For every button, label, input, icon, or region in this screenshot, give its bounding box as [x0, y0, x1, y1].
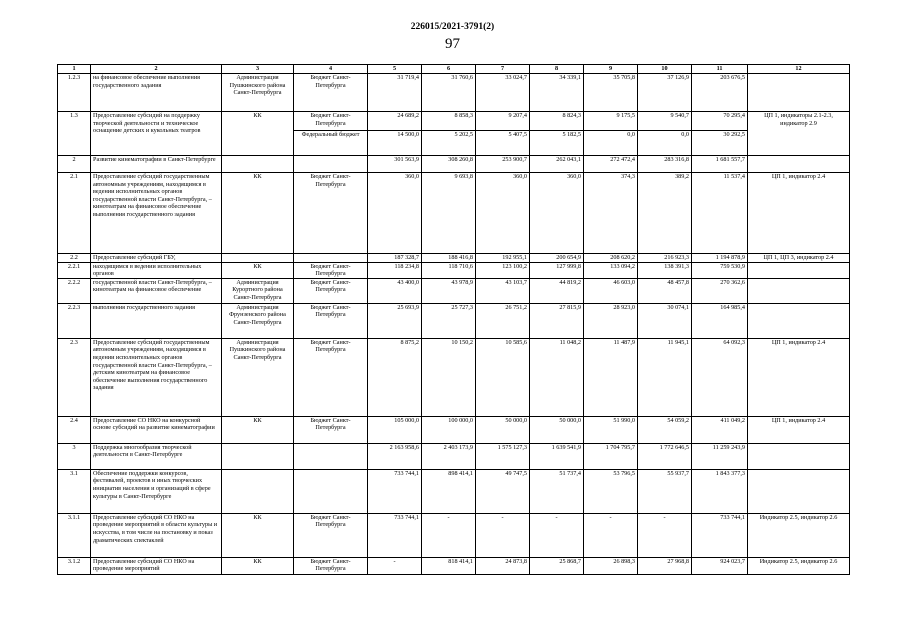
value-col10: 283 316,8 — [638, 156, 692, 173]
item-name: Предоставление субсидий государственным автономным учреждениям, находящимся в ведении исполнительных органов государственной власти Санкт-Петербурга, – детским кинотеатрам на финансовое обеспечение выполнения государственного задания — [91, 338, 222, 416]
value-col9: 28 923,0 — [584, 303, 638, 338]
table-row — [58, 443, 850, 469]
item-number: 2.2.1 — [58, 262, 91, 278]
table-row — [58, 513, 850, 557]
indicator: ЦП 1, индикатор 2.4 — [748, 338, 850, 416]
funding-source: Бюджет Санкт-Петербурга — [294, 303, 368, 338]
item-number: 3.1.2 — [58, 557, 91, 574]
value-col6: - — [422, 513, 476, 557]
value-col5: 187 328,7 — [368, 254, 422, 263]
funding-source: Бюджет Санкт-Петербурга — [294, 278, 368, 303]
value-col7: 1 575 127,3 — [476, 443, 530, 469]
value-total: 924 023,7 — [692, 557, 748, 574]
value-total: 733 744,1 — [692, 513, 748, 557]
value-col8: 25 868,7 — [530, 557, 584, 574]
value-col10: 389,2 — [638, 173, 692, 254]
item-name: Предоставление СО НКО на конкурсной основе субсидий на развитие кинематографии — [91, 416, 222, 443]
value-col9: 35 705,8 — [584, 74, 638, 112]
funding-source: Бюджет Санкт-Петербурга — [294, 416, 368, 443]
indicator — [748, 303, 850, 338]
value-total: 411 049,2 — [692, 416, 748, 443]
value-col7: 43 103,7 — [476, 278, 530, 303]
value-col8: 8 824,3 — [530, 112, 584, 131]
item-executor: Администрация Фрунзенского района Санкт-Петербурга — [222, 303, 294, 338]
value-col5: 733 744,1 — [368, 513, 422, 557]
item-executor: Администрация Пушкинского района Санкт-Петербурга — [222, 338, 294, 416]
value-col10: 37 126,9 — [638, 74, 692, 112]
value-col6: 43 978,9 — [422, 278, 476, 303]
funding-source: Бюджет Санкт-Петербурга — [294, 513, 368, 557]
column-number-row — [58, 65, 850, 74]
value-col9: 53 796,5 — [584, 469, 638, 513]
item-name: находящимся в ведении исполнительных органов — [91, 262, 222, 278]
value-col9: 51 990,0 — [584, 416, 638, 443]
indicator: ЦП 1, индикатор 2.4 — [748, 416, 850, 443]
column-number: 4 — [294, 65, 368, 74]
value-col6: 25 727,3 — [422, 303, 476, 338]
value-col6: 2 403 173,9 — [422, 443, 476, 469]
value-total: 30 292,5 — [692, 131, 748, 156]
value-col7: 10 585,6 — [476, 338, 530, 416]
item-executor: КК — [222, 513, 294, 557]
item-number: 2.3 — [58, 338, 91, 416]
item-number: 1.2.3 — [58, 74, 91, 112]
column-number: 12 — [748, 65, 850, 74]
item-name: выполнения государственного задания — [91, 303, 222, 338]
funding-source — [294, 254, 368, 263]
value-col7: 192 955,1 — [476, 254, 530, 263]
indicator — [748, 262, 850, 278]
item-name: Предоставление субсидий государственным автономным учреждениям, находящимся в ведении исполнительных органов государственной власти Санкт-Петербурга, – кинотеатрам на финансовое обеспечение выполнения государственного задания — [91, 173, 222, 254]
item-executor: КК — [222, 173, 294, 254]
item-number: 2.2.2 — [58, 278, 91, 303]
page-number: 97 — [445, 36, 460, 52]
item-name: Развитие кинематографии в Санкт-Петербурге — [91, 156, 222, 173]
value-col6: 118 710,6 — [422, 262, 476, 278]
item-executor — [222, 443, 294, 469]
indicator — [748, 74, 850, 112]
value-col9: 374,3 — [584, 173, 638, 254]
item-name: на финансовое обеспечение выполнения государственного задания — [91, 74, 222, 112]
indicator: Индикатор 2.5, индикатор 2.6 — [748, 513, 850, 557]
column-number: 2 — [91, 65, 222, 74]
value-col9: 272 472,4 — [584, 156, 638, 173]
value-col8: 11 048,2 — [530, 338, 584, 416]
value-col9: 1 704 795,7 — [584, 443, 638, 469]
value-col10: 216 923,3 — [638, 254, 692, 263]
item-number: 2.4 — [58, 416, 91, 443]
value-col7: 26 751,2 — [476, 303, 530, 338]
value-col7: - — [476, 513, 530, 557]
item-executor: КК — [222, 557, 294, 574]
value-col5: 31 719,4 — [368, 74, 422, 112]
table-row — [58, 254, 850, 263]
item-name: Обеспечение поддержки конкурсов, фестивалей, проектов и иных творческих инициатив населения и организаций в сфере культуры в Санкт-Петербурге — [91, 469, 222, 513]
value-col6: 188 416,8 — [422, 254, 476, 263]
value-total: 11 259 243,9 — [692, 443, 748, 469]
indicator: ЦП 1, индикатор 2.4 — [748, 173, 850, 254]
funding-source — [294, 469, 368, 513]
value-col9: 208 620,2 — [584, 254, 638, 263]
item-number: 3.1 — [58, 469, 91, 513]
value-col10: 27 968,8 — [638, 557, 692, 574]
item-executor: КК — [222, 262, 294, 278]
column-number: 7 — [476, 65, 530, 74]
value-col8: 44 819,2 — [530, 278, 584, 303]
column-number: 6 — [422, 65, 476, 74]
value-col10: - — [638, 513, 692, 557]
item-executor — [222, 254, 294, 263]
indicator — [748, 469, 850, 513]
value-col9: 9 175,5 — [584, 112, 638, 131]
value-col5: 25 693,9 — [368, 303, 422, 338]
value-col9: 133 094,2 — [584, 262, 638, 278]
value-col10: 9 540,7 — [638, 112, 692, 131]
value-col10: 1 772 646,5 — [638, 443, 692, 469]
value-col6: 818 414,1 — [422, 557, 476, 574]
value-col9: 11 487,9 — [584, 338, 638, 416]
value-col8: 262 043,1 — [530, 156, 584, 173]
item-name: государственной власти Санкт-Петербурга, – кинотеатрам на финансовое обеспечение — [91, 278, 222, 303]
value-col7: 49 747,5 — [476, 469, 530, 513]
value-col7: 123 100,2 — [476, 262, 530, 278]
value-col5: 360,0 — [368, 173, 422, 254]
value-col7: 50 000,0 — [476, 416, 530, 443]
item-name: Поддержка многообразия творческой деятельности в Санкт-Петербурге — [91, 443, 222, 469]
value-total: 11 537,4 — [692, 173, 748, 254]
table-row — [58, 173, 850, 254]
value-col5: 14 500,0 — [368, 131, 422, 156]
value-col8: 34 339,1 — [530, 74, 584, 112]
value-col7: 33 024,7 — [476, 74, 530, 112]
value-col6: 898 414,1 — [422, 469, 476, 513]
value-col7: 9 207,4 — [476, 112, 530, 131]
table-row — [58, 74, 850, 112]
value-col8: 200 654,9 — [530, 254, 584, 263]
value-col8: 27 815,9 — [530, 303, 584, 338]
value-col10: 48 457,8 — [638, 278, 692, 303]
value-col7: 360,0 — [476, 173, 530, 254]
value-col9: - — [584, 513, 638, 557]
value-col10: 30 074,1 — [638, 303, 692, 338]
item-executor: Администрация Курортного района Санкт-Петербурга — [222, 278, 294, 303]
column-number: 9 — [584, 65, 638, 74]
item-number: 2.2.3 — [58, 303, 91, 338]
table-row — [58, 557, 850, 574]
value-col10: 55 937,7 — [638, 469, 692, 513]
table-row — [58, 262, 850, 278]
value-total: 270 362,6 — [692, 278, 748, 303]
value-col9: 26 898,3 — [584, 557, 638, 574]
value-col5: 2 163 958,6 — [368, 443, 422, 469]
item-executor — [222, 156, 294, 173]
value-col5: 43 400,0 — [368, 278, 422, 303]
value-total: 64 092,3 — [692, 338, 748, 416]
value-col8: 127 999,8 — [530, 262, 584, 278]
funding-source-federal: Федеральный бюджет — [294, 131, 368, 156]
table-row — [58, 278, 850, 303]
table-row — [58, 112, 850, 131]
value-col5: 301 563,9 — [368, 156, 422, 173]
column-number: 5 — [368, 65, 422, 74]
column-number: 11 — [692, 65, 748, 74]
value-col5: 24 689,2 — [368, 112, 422, 131]
item-number: 1.3 — [58, 112, 91, 156]
funding-source: Бюджет Санкт-Петербурга — [294, 557, 368, 574]
indicator — [748, 443, 850, 469]
item-executor — [222, 469, 294, 513]
item-number: 2.2 — [58, 254, 91, 263]
funding-source — [294, 156, 368, 173]
value-col8: 50 000,0 — [530, 416, 584, 443]
value-col8: 1 639 541,9 — [530, 443, 584, 469]
value-col6: 9 693,8 — [422, 173, 476, 254]
item-name: Предоставление субсидий СО НКО на проведение мероприятий — [91, 557, 222, 574]
value-col5: 733 744,1 — [368, 469, 422, 513]
column-number: 3 — [222, 65, 294, 74]
value-total: 1 681 557,7 — [692, 156, 748, 173]
value-col5: 118 234,8 — [368, 262, 422, 278]
table-row — [58, 416, 850, 443]
table-row — [58, 303, 850, 338]
item-name: Предоставление субсидий ГБУ, — [91, 254, 222, 263]
indicator — [748, 278, 850, 303]
value-col8: 360,0 — [530, 173, 584, 254]
value-col5: - — [368, 557, 422, 574]
item-executor: Администрация Пушкинского района Санкт-Петербурга — [222, 74, 294, 112]
value-col10: 54 059,2 — [638, 416, 692, 443]
value-col10: 138 391,3 — [638, 262, 692, 278]
value-col10: 11 945,1 — [638, 338, 692, 416]
value-col7: 253 900,7 — [476, 156, 530, 173]
document-registration-number: 226015/2021-3791(2) — [410, 22, 495, 32]
value-col6: 8 858,3 — [422, 112, 476, 131]
value-total: 164 985,4 — [692, 303, 748, 338]
budget-table — [57, 64, 850, 575]
funding-source: Бюджет Санкт-Петербурга — [294, 338, 368, 416]
value-total: 70 295,4 — [692, 112, 748, 131]
item-number: 2 — [58, 156, 91, 173]
value-col8: 5 182,5 — [530, 131, 584, 156]
item-name: Предоставление субсидий на поддержку творческой деятельности и техническое оснащение детских и кукольных театров — [91, 112, 222, 156]
table-row — [58, 156, 850, 173]
value-col6: 31 760,6 — [422, 74, 476, 112]
value-col6: 308 260,8 — [422, 156, 476, 173]
funding-source: Бюджет Санкт-Петербурга — [294, 262, 368, 278]
item-number: 3 — [58, 443, 91, 469]
value-col5: 105 000,0 — [368, 416, 422, 443]
item-name: Предоставление субсидий СО НКО на проведение мероприятий в области культуры и искусства, в том числе на постановку и показ драматических спектаклей — [91, 513, 222, 557]
funding-source: Бюджет Санкт-Петербурга — [294, 112, 368, 131]
funding-source — [294, 443, 368, 469]
table-row — [58, 338, 850, 416]
value-total: 1 843 377,3 — [692, 469, 748, 513]
indicator: ЦП 1, ЦП 3, индикатор 2.4 — [748, 254, 850, 263]
column-number: 1 — [58, 65, 91, 74]
value-total: 203 676,5 — [692, 74, 748, 112]
funding-source: Бюджет Санкт-Петербурга — [294, 173, 368, 254]
indicator: ЦП 1, индикаторы 2.1-2.3, индикатор 2.9 — [748, 112, 850, 156]
value-col9: 46 603,0 — [584, 278, 638, 303]
indicator: Индикатор 2.5, индикатор 2.6 — [748, 557, 850, 574]
value-col6: 10 150,2 — [422, 338, 476, 416]
value-col9: 0,0 — [584, 131, 638, 156]
value-col8: 51 737,4 — [530, 469, 584, 513]
item-number: 3.1.1 — [58, 513, 91, 557]
funding-source: Бюджет Санкт-Петербурга — [294, 74, 368, 112]
value-col10: 0,0 — [638, 131, 692, 156]
column-number: 8 — [530, 65, 584, 74]
item-executor: КК — [222, 416, 294, 443]
item-executor: КК — [222, 112, 294, 156]
item-number: 2.1 — [58, 173, 91, 254]
table-row — [58, 469, 850, 513]
value-total: 759 530,9 — [692, 262, 748, 278]
value-col7: 24 873,8 — [476, 557, 530, 574]
indicator — [748, 156, 850, 173]
value-col6: 5 202,5 — [422, 131, 476, 156]
value-col8: - — [530, 513, 584, 557]
value-total: 1 194 878,9 — [692, 254, 748, 263]
value-col6: 100 000,0 — [422, 416, 476, 443]
value-col5: 8 875,2 — [368, 338, 422, 416]
value-col7: 5 407,5 — [476, 131, 530, 156]
column-number: 10 — [638, 65, 692, 74]
